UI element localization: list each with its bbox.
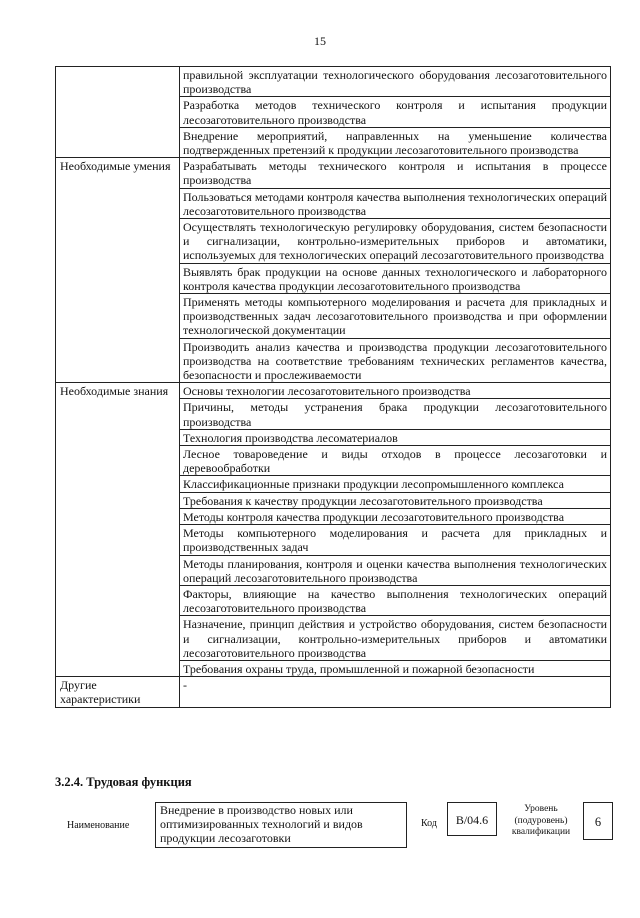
function-code-value: B/04.6 xyxy=(447,802,497,836)
table-cell: Применять методы компьютерного моделирования и расчета для прикладных и производственных задач лесозаготовительного производства и при оформлении технологической документации xyxy=(180,294,611,339)
table-cell: Требования охраны труда, промышленной и пожарной безопасности xyxy=(180,660,611,676)
table-cell: Классификационные признаки продукции лесопромышленного комплекса xyxy=(180,476,611,492)
table-cell: Осуществлять технологическую регулировку оборудования, систем безопасности и сигнализации, контрольно-измерительных приборов и автоматики, используемых для технологических операций лесозаготовительного производства xyxy=(180,219,611,264)
section-title: 3.2.4. Трудовая функция xyxy=(55,775,192,789)
row-label-other: Другие характеристики xyxy=(56,677,180,707)
table-cell: Производить анализ качества и производства продукции лесозаготовительного производства на соответствие требованиям технических регламентов качества, безопасности и прослеживаемости xyxy=(180,338,611,383)
table-cell: Факторы, влияющие на качество выполнения технологических операций лесозаготовительного производства xyxy=(180,585,611,615)
competency-table xyxy=(55,66,611,708)
table-cell: Лесное товароведение и виды отходов в процессе лесозаготовки и деревообработки xyxy=(180,446,611,476)
table-cell: Технология производства лесоматериалов xyxy=(180,429,611,445)
table-row xyxy=(56,383,611,399)
row-label-empty xyxy=(56,67,180,158)
table-row xyxy=(56,67,611,97)
qualification-level-label: Уровень (подуровень) квалификации xyxy=(511,804,571,837)
function-header xyxy=(55,800,615,854)
qualification-level-value: 6 xyxy=(583,802,613,840)
table-cell: Методы компьютерного моделирования и расчета для прикладных и производственных задач xyxy=(180,525,611,555)
table-cell: Разрабатывать методы технического контроля и испытания в процессе производства xyxy=(180,158,611,188)
table-cell: - xyxy=(180,677,611,707)
name-label: Наименование xyxy=(67,820,130,831)
table-cell: правильной эксплуатации технологического оборудования лесозаготовительного производства xyxy=(180,67,611,97)
table-cell: Назначение, принцип действия и устройство оборудования, систем безопасности и сигнализации, контрольно-измерительных приборов и автоматики лесозаготовительного производства xyxy=(180,616,611,661)
table-cell: Выявлять брак продукции на основе данных технологического и лабораторного контроля качества продукции лесозаготовительного производства xyxy=(180,263,611,293)
table-cell: Разработка методов технического контроля и испытания продукции лесозаготовительного производства xyxy=(180,97,611,127)
table-cell: Внедрение мероприятий, направленных на уменьшение количества подтвержденных претензий к продукции лесозаготовительного производства xyxy=(180,127,611,157)
page-number: 15 xyxy=(314,34,326,48)
table-row xyxy=(56,158,611,188)
table-cell: Требования к качеству продукции лесозаготовительного производства xyxy=(180,492,611,508)
table-cell: Методы планирования, контроля и оценки качества выполнения технологических операций лесозаготовительного производства xyxy=(180,555,611,585)
table-cell: Пользоваться методами контроля качества выполнения технологических операций лесозаготовительного производства xyxy=(180,188,611,218)
table-row xyxy=(56,677,611,707)
table-cell: Методы контроля качества продукции лесозаготовительного производства xyxy=(180,508,611,524)
table-cell: Основы технологии лесозаготовительного производства xyxy=(180,383,611,399)
code-label: Код xyxy=(421,818,437,829)
row-label-knowledge: Необходимые знания xyxy=(56,383,180,677)
function-name-value: Внедрение в производство новых или оптимизированных технологий и видов продукции лесозаготовки xyxy=(155,802,407,848)
table-cell: Причины, методы устранения брака продукции лесозаготовительного производства xyxy=(180,399,611,429)
row-label-skills: Необходимые умения xyxy=(56,158,180,383)
